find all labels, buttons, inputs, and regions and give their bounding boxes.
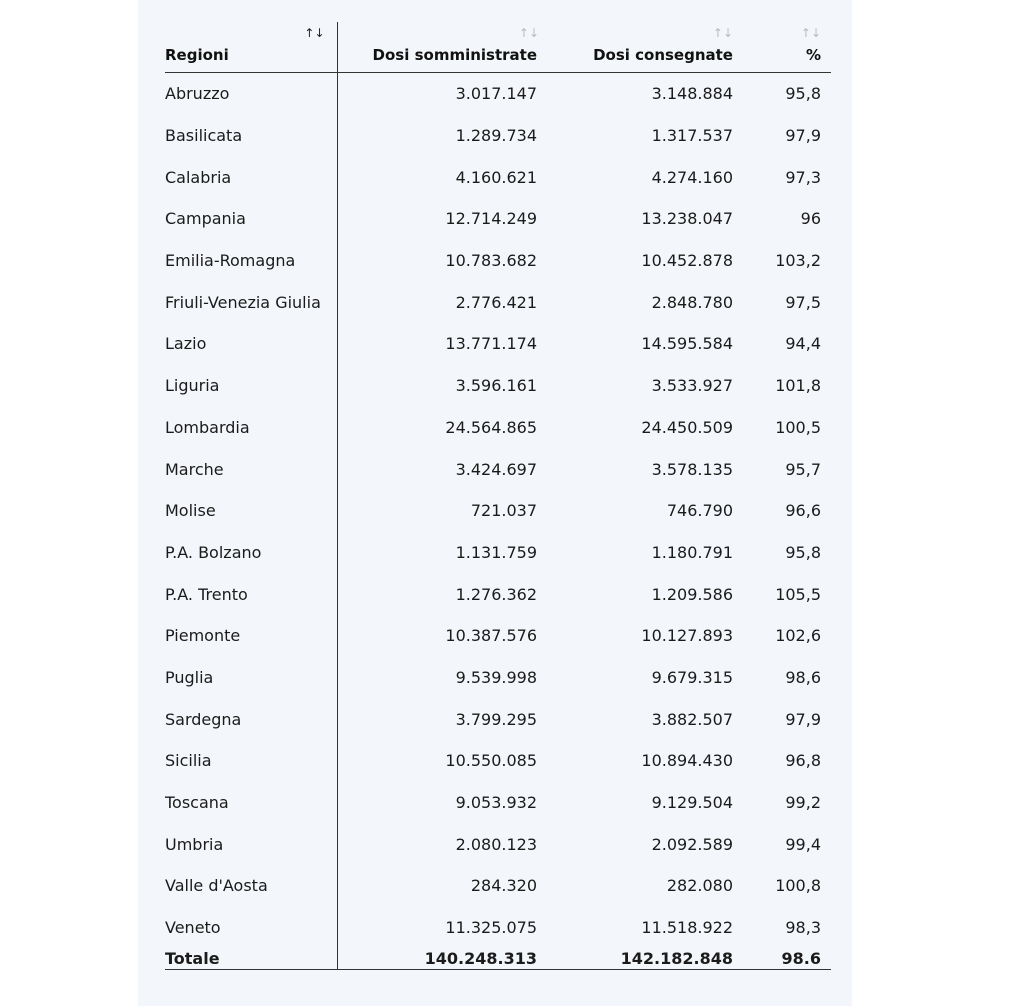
cell-regione: Lombardia <box>165 407 337 449</box>
cell-percent: 100,5 <box>775 417 821 437</box>
cell-percent: 99,4 <box>785 834 821 854</box>
header-dosi-somministrate[interactable] <box>337 22 551 73</box>
table-row <box>165 782 831 824</box>
table-row <box>165 156 831 198</box>
cell-regione: Emilia-Romagna <box>165 240 337 282</box>
cell-regione: Sicilia <box>165 740 337 782</box>
cell-dosi-somministrate: 3.017.147 <box>455 84 537 104</box>
table-row <box>165 615 831 657</box>
cell-dosi-somministrate: 3.799.295 <box>455 709 537 729</box>
table-row <box>165 698 831 740</box>
sort-icon[interactable]: ↑↓ <box>800 26 821 40</box>
table-row <box>165 365 831 407</box>
total-label: Totale <box>165 948 337 970</box>
cell-regione: Basilicata <box>165 115 337 157</box>
cell-percent: 96 <box>800 209 821 229</box>
cell-percent: 101,8 <box>775 376 821 396</box>
cell-regione: Umbria <box>165 823 337 865</box>
cell-percent: 98,3 <box>785 918 821 938</box>
total-consegnate: 142.182.848 <box>551 948 745 970</box>
table-row <box>165 281 831 323</box>
cell-regione: Puglia <box>165 657 337 699</box>
cell-percent: 94,4 <box>785 334 821 354</box>
header-percent-label: % <box>805 46 821 64</box>
table-row <box>165 407 831 449</box>
cell-percent: 100,8 <box>775 876 821 896</box>
header-regioni[interactable] <box>165 22 337 73</box>
cell-percent: 97,9 <box>785 709 821 729</box>
cell-dosi-consegnate: 1.180.791 <box>651 542 733 562</box>
table-row <box>165 323 831 365</box>
cell-dosi-somministrate: 1.131.759 <box>455 542 537 562</box>
cell-percent: 97,5 <box>785 292 821 312</box>
cell-dosi-consegnate: 9.129.504 <box>651 793 733 813</box>
table-row <box>165 490 831 532</box>
cell-dosi-somministrate: 2.080.123 <box>455 834 537 854</box>
cell-dosi-consegnate: 10.452.878 <box>641 251 733 271</box>
table-row <box>165 573 831 615</box>
cell-dosi-consegnate: 746.790 <box>666 501 733 521</box>
cell-percent: 96,8 <box>785 751 821 771</box>
header-regioni-label: Regioni <box>165 46 229 64</box>
cell-regione: Campania <box>165 198 337 240</box>
cell-percent: 96,6 <box>785 501 821 521</box>
table-row <box>165 740 831 782</box>
cell-regione: Lazio <box>165 323 337 365</box>
table-row <box>165 823 831 865</box>
cell-regione: Piemonte <box>165 615 337 657</box>
cell-dosi-consegnate: 9.679.315 <box>651 667 733 687</box>
cell-regione: Sardegna <box>165 698 337 740</box>
cell-percent: 95,7 <box>785 459 821 479</box>
cell-regione: Valle d'Aosta <box>165 865 337 907</box>
cell-dosi-somministrate: 10.550.085 <box>445 751 537 771</box>
table-row <box>165 448 831 490</box>
cell-dosi-somministrate: 9.539.998 <box>455 667 537 687</box>
cell-dosi-consegnate: 3.148.884 <box>651 84 733 104</box>
cell-dosi-somministrate: 10.387.576 <box>445 626 537 646</box>
table-row <box>165 907 831 949</box>
table-row <box>165 240 831 282</box>
total-percent: 98.6 <box>745 948 831 970</box>
cell-dosi-consegnate: 14.595.584 <box>641 334 733 354</box>
cell-regione: P.A. Bolzano <box>165 532 337 574</box>
cell-dosi-somministrate: 284.320 <box>470 876 537 896</box>
cell-percent: 95,8 <box>785 542 821 562</box>
cell-dosi-somministrate: 13.771.174 <box>445 334 537 354</box>
cell-dosi-somministrate: 3.596.161 <box>455 376 537 396</box>
table-row <box>165 532 831 574</box>
sort-active-icon[interactable]: ↑↓ <box>304 26 325 40</box>
cell-dosi-somministrate: 1.276.362 <box>455 584 537 604</box>
cell-dosi-consegnate: 11.518.922 <box>641 918 733 938</box>
header-dosi-consegnate-label: Dosi consegnate <box>593 46 733 64</box>
table-row <box>165 865 831 907</box>
cell-dosi-somministrate: 1.289.734 <box>455 126 537 146</box>
header-dosi-somministrate-label: Dosi somministrate <box>372 46 537 64</box>
cell-percent: 95,8 <box>785 84 821 104</box>
cell-dosi-somministrate: 721.037 <box>470 501 537 521</box>
cell-regione: Liguria <box>165 365 337 407</box>
total-row <box>165 948 831 970</box>
table-row <box>165 657 831 699</box>
cell-percent: 97,9 <box>785 126 821 146</box>
cell-regione: P.A. Trento <box>165 573 337 615</box>
cell-dosi-consegnate: 4.274.160 <box>651 167 733 187</box>
cell-dosi-consegnate: 2.092.589 <box>651 834 733 854</box>
table-row <box>165 115 831 157</box>
cell-dosi-somministrate: 9.053.932 <box>455 793 537 813</box>
cell-percent: 103,2 <box>775 251 821 271</box>
vaccine-doses-table <box>165 22 831 970</box>
cell-percent: 98,6 <box>785 667 821 687</box>
cell-percent: 99,2 <box>785 793 821 813</box>
sort-icon[interactable]: ↑↓ <box>712 26 733 40</box>
cell-dosi-somministrate: 2.776.421 <box>455 292 537 312</box>
cell-percent: 97,3 <box>785 167 821 187</box>
cell-regione: Marche <box>165 448 337 490</box>
cell-dosi-consegnate: 3.578.135 <box>651 459 733 479</box>
cell-dosi-somministrate: 10.783.682 <box>445 251 537 271</box>
cell-regione: Friuli-Venezia Giulia <box>165 281 337 323</box>
cell-dosi-consegnate: 24.450.509 <box>641 417 733 437</box>
table-header-row <box>165 22 831 73</box>
cell-dosi-consegnate: 1.317.537 <box>651 126 733 146</box>
header-percent[interactable] <box>745 22 831 73</box>
cell-regione: Toscana <box>165 782 337 824</box>
cell-dosi-somministrate: 11.325.075 <box>445 918 537 938</box>
table-row <box>165 73 831 115</box>
sort-icon[interactable]: ↑↓ <box>518 26 539 40</box>
cell-regione: Abruzzo <box>165 73 337 115</box>
cell-regione: Molise <box>165 490 337 532</box>
cell-dosi-consegnate: 3.882.507 <box>651 709 733 729</box>
cell-dosi-consegnate: 13.238.047 <box>641 209 733 229</box>
cell-dosi-somministrate: 24.564.865 <box>445 417 537 437</box>
cell-dosi-consegnate: 2.848.780 <box>651 292 733 312</box>
cell-percent: 105,5 <box>775 584 821 604</box>
total-somministrate: 140.248.313 <box>337 948 551 970</box>
header-dosi-consegnate[interactable] <box>551 22 745 73</box>
cell-percent: 102,6 <box>775 626 821 646</box>
cell-dosi-somministrate: 4.160.621 <box>455 167 537 187</box>
cell-dosi-consegnate: 3.533.927 <box>651 376 733 396</box>
cell-dosi-consegnate: 10.894.430 <box>641 751 733 771</box>
table-row <box>165 198 831 240</box>
cell-dosi-consegnate: 1.209.586 <box>651 584 733 604</box>
cell-dosi-somministrate: 3.424.697 <box>455 459 537 479</box>
cell-regione: Calabria <box>165 156 337 198</box>
cell-dosi-somministrate: 12.714.249 <box>445 209 537 229</box>
cell-dosi-consegnate: 282.080 <box>666 876 733 896</box>
cell-regione: Veneto <box>165 907 337 949</box>
cell-dosi-consegnate: 10.127.893 <box>641 626 733 646</box>
